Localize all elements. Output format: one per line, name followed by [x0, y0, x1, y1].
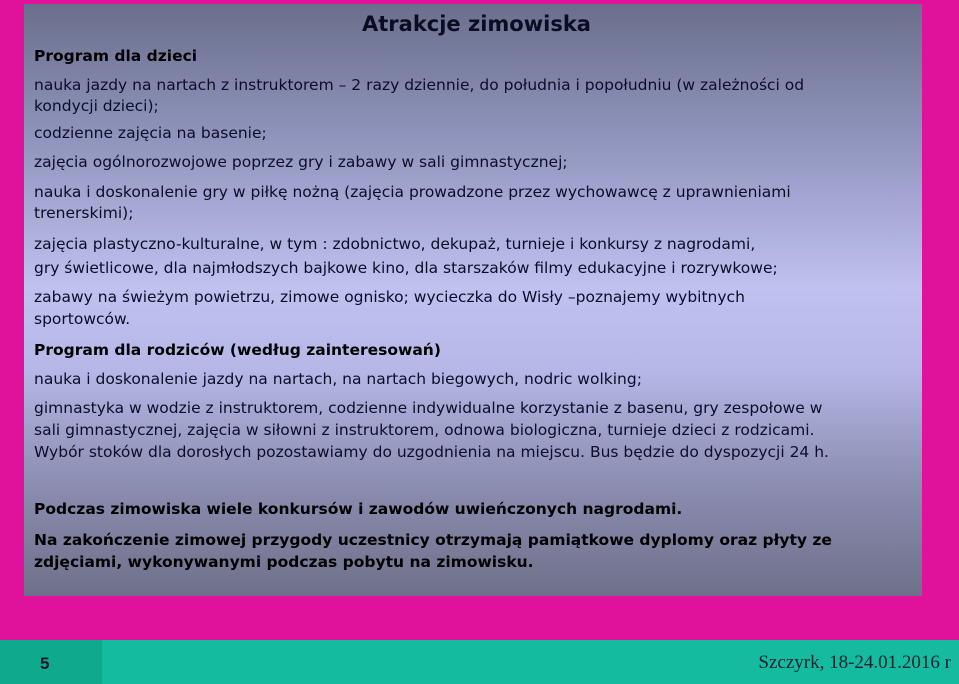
place-date: Szczyrk, 18-24.01.2016 r	[758, 652, 951, 673]
kids-line: kondycji dzieci);	[34, 97, 159, 115]
kids-line: trenerskimi);	[34, 204, 134, 222]
kids-program-heading: Program dla dzieci	[34, 47, 198, 65]
closing-line: Podczas zimowiska wiele konkursów i zawodów uwieńczonych nagrodami.	[34, 500, 683, 518]
page-number: 5	[40, 654, 50, 673]
page-title: Atrakcje zimowiska	[362, 12, 591, 36]
parents-program-heading: Program dla rodziców (według zainteresowań)	[34, 341, 441, 359]
kids-line: zajęcia plastyczno-kulturalne, w tym : zdobnictwo, dekupaż, turnieje i konkursy z nagrodami,	[34, 235, 756, 253]
page-number-box	[0, 640, 102, 684]
kids-line: zabawy na świeżym powietrzu, zimowe ognisko; wycieczka do Wisły –poznajemy wybitnych	[34, 288, 745, 306]
parents-line: Wybór stoków dla dorosłych pozostawiamy do uzgodnienia na miejscu. Bus będzie do dyspozycji 24 h.	[34, 443, 829, 461]
content-panel	[24, 4, 922, 596]
kids-line: codzienne zajęcia na basenie;	[34, 124, 267, 142]
footer-bar	[0, 640, 959, 684]
closing-line: Na zakończenie zimowej przygody uczestnicy otrzymają pamiątkowe dyplomy oraz płyty ze	[34, 531, 832, 549]
parents-line: nauka i doskonalenie jazdy na nartach, na nartach biegowych, nodric wolking;	[34, 370, 642, 388]
kids-line: nauka jazdy na nartach z instruktorem – 2 razy dziennie, do południa i popołudniu (w zależności od	[34, 76, 805, 94]
kids-line: nauka i doskonalenie gry w piłkę nożną (zajęcia prowadzone przez wychowawcę z uprawnieniami	[34, 183, 791, 201]
kids-line: sportowców.	[34, 310, 131, 328]
kids-line: gry świetlicowe, dla najmłodszych bajkowe kino, dla starszaków filmy edukacyjne i rozrywkowe;	[34, 259, 778, 277]
kids-line: zajęcia ogólnorozwojowe poprzez gry i zabawy w sali gimnastycznej;	[34, 153, 568, 171]
closing-line: zdjęciami, wykonywanymi podczas pobytu na zimowisku.	[34, 553, 534, 571]
parents-line: sali gimnastycznej, zajęcia w siłowni z instruktorem, odnowa biologiczna, turnieje dzieci z rodzicami.	[34, 421, 815, 439]
parents-line: gimnastyka w wodzie z instruktorem, codzienne indywidualne korzystanie z basenu, gry zespołowe w	[34, 399, 823, 417]
